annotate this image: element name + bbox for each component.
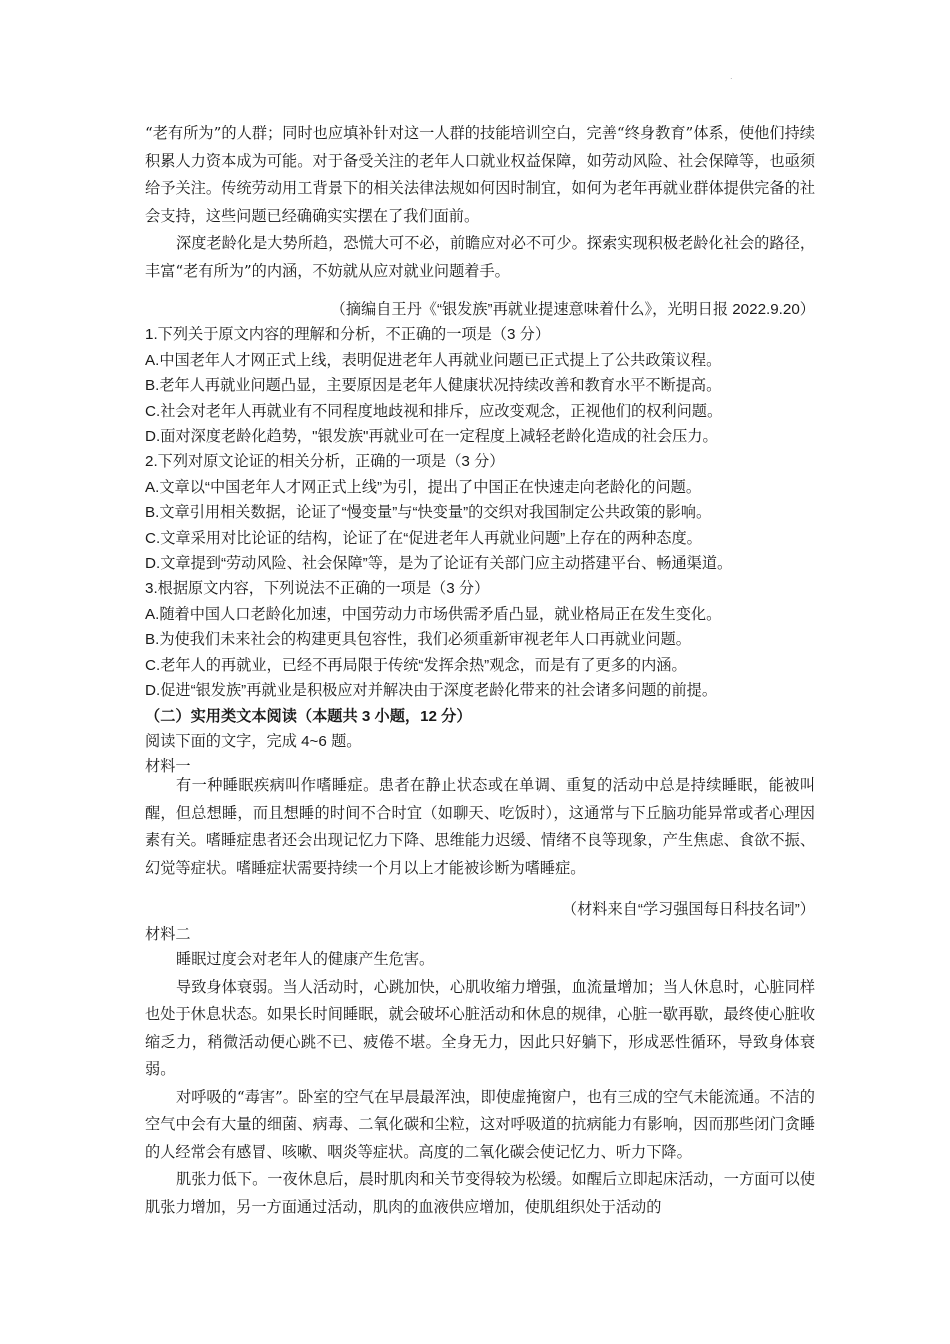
material-two: [145, 946, 815, 1221]
material-one-meta: [145, 897, 815, 948]
option-a: A.中国老年人才网正式上线，表明促进老年人再就业问题已正式提上了公共政策议程。: [145, 351, 722, 369]
material-label: 材料一: [145, 758, 191, 776]
passage-paragraph: “老有所为”的人群；同时也应填补针对这一人群的技能培训空白，完善“终身教育”体系，使他们持续积累人力资本成为可能。对于备受关注的老年人口就业权益保障，如劳动风险、社会保障等，也亟须给予关注。传统劳动用工背景下的相关法律法规如何因时制宜，如何为老年再就业群体提供完备的社会支持，这些问题已经确确实实摆在了我们面前。: [145, 124, 815, 225]
question-stem: 3.根据原文内容，下列说法不正确的一项是（3 分）: [145, 580, 490, 598]
option-c: C.老年人的再就业，已经不再局限于传统“发挥余热”观念，而是有了更多的内涵。: [145, 656, 687, 674]
source-note: （摘编自王丹《“银发族”再就业提速意味着什么》，光明日报 2022.9.20）: [330, 301, 815, 318]
section-heading: （二）实用类文本阅读（本题共 3 小题，12 分）: [145, 707, 472, 725]
option-c: C.社会对老年人再就业有不同程度地歧视和排斥，应改变观念，正视他们的权利问题。: [145, 402, 723, 420]
option-d: D.促进“银发族”再就业是积极应对并解决由于深度老龄化带来的社会诸多问题的前提。: [145, 682, 718, 700]
material-paragraph: 肌张力低下。一夜休息后，晨时肌肉和关节变得较为松缓。如醒后立即起床活动，一方面可以使肌张力增加，另一方面通过活动，肌肉的血液供应增加，使肌组织处于活动的: [145, 1170, 815, 1216]
material-paragraph: 睡眠过度会对老年人的健康产生危害。: [176, 950, 435, 968]
question-stem: 2.下列对原文论证的相关分析，正确的一项是（3 分）: [145, 453, 505, 471]
option-d: D.面对深度老龄化趋势，"银发族"再就业可在一定程度上减轻老龄化造成的社会压力。: [145, 428, 718, 446]
questions-block: [145, 297, 815, 780]
option-b: B.老年人再就业问题凸显，主要原因是老年人健康状况持续改善和教育水平不断提高。: [145, 377, 722, 395]
material-paragraph: 有一种睡眠疾病叫作嗜睡症。患者在静止状态或在单调、重复的活动中总是持续睡眠，能被叫醒，但总想睡，而且想睡的时间不合时宜（如聊天、吃饭时），这通常与下丘脑功能异常或者心理因素有关。嗜睡症患者还会出现记忆力下降、思维能力迟缓、情绪不良等现象，产生焦虑、食欲不振、幻觉等症状。嗜睡症状需要持续一个月以上才能被诊断为嗜睡症。: [145, 776, 815, 877]
option-a: A.随着中国人口老龄化加速，中国劳动力市场供需矛盾凸显，就业格局正在发生变化。: [145, 605, 722, 623]
instruction: 阅读下面的文字，完成 4~6 题。: [145, 732, 362, 750]
option-a: A.文章以“中国老年人才网正式上线”为引，提出了中国正在快速走向老龄化的问题。: [145, 478, 702, 496]
material-paragraph: 导致身体衰弱。当人活动时，心跳加快，心肌收缩力增强，血流量增加；当人休息时，心脏同样也处于休息状态。如果长时间睡眠，就会破坏心脏活动和休息的规律，心脏一歇再歇，最终使心脏收缩乏力，稍微活动便心跳不已、疲倦不堪。全身无力，因此只好躺下，形成恶性循环，导致身体衰弱。: [145, 977, 815, 1078]
material-paragraph: 对呼吸的“毒害”。卧室的空气在早晨最浑浊，即使虚掩窗户，也有三成的空气未能流通。不洁的空气中会有大量的细菌、病毒、二氧化碳和尘粒，这对呼吸道的抗病能力有影响，因而那些闭门贪睡的人经常会有感冒、咳嗽、咽炎等症状。高度的二氧化碳会使记忆力、听力下降。: [145, 1087, 815, 1161]
option-b: B.文章引用相关数据，论证了“慢变量”与“快变量”的交织对我国制定公共政策的影响。: [145, 504, 712, 522]
passage-end: [145, 120, 815, 285]
option-c: C.文章采用对比论证的结构，论证了在“促进老年人再就业问题”上存在的两种态度。: [145, 529, 702, 547]
option-d: D.文章提到“劳动风险、社会保障”等，是为了论证有关部门应主动搭建平台、畅通渠道。: [145, 555, 733, 573]
passage-paragraph: 深度老龄化是大势所趋，恐慌大可不必，前瞻应对必不可少。探索实现积极老龄化社会的路径，丰富“老有所为”的内涵，不妨就从应对就业问题着手。: [145, 234, 815, 280]
option-b: B.为使我们未来社会的构建更具包容性，我们必须重新审视老年人口再就业问题。: [145, 631, 691, 649]
page-mark: .: [730, 72, 733, 81]
material-one: [145, 772, 815, 882]
material-label: 材料二: [145, 926, 191, 944]
question-stem: 1.下列关于原文内容的理解和分析，不正确的一项是（3 分）: [145, 326, 551, 344]
material-source: （材料来自“学习强国每日科技名词”）: [561, 901, 815, 918]
